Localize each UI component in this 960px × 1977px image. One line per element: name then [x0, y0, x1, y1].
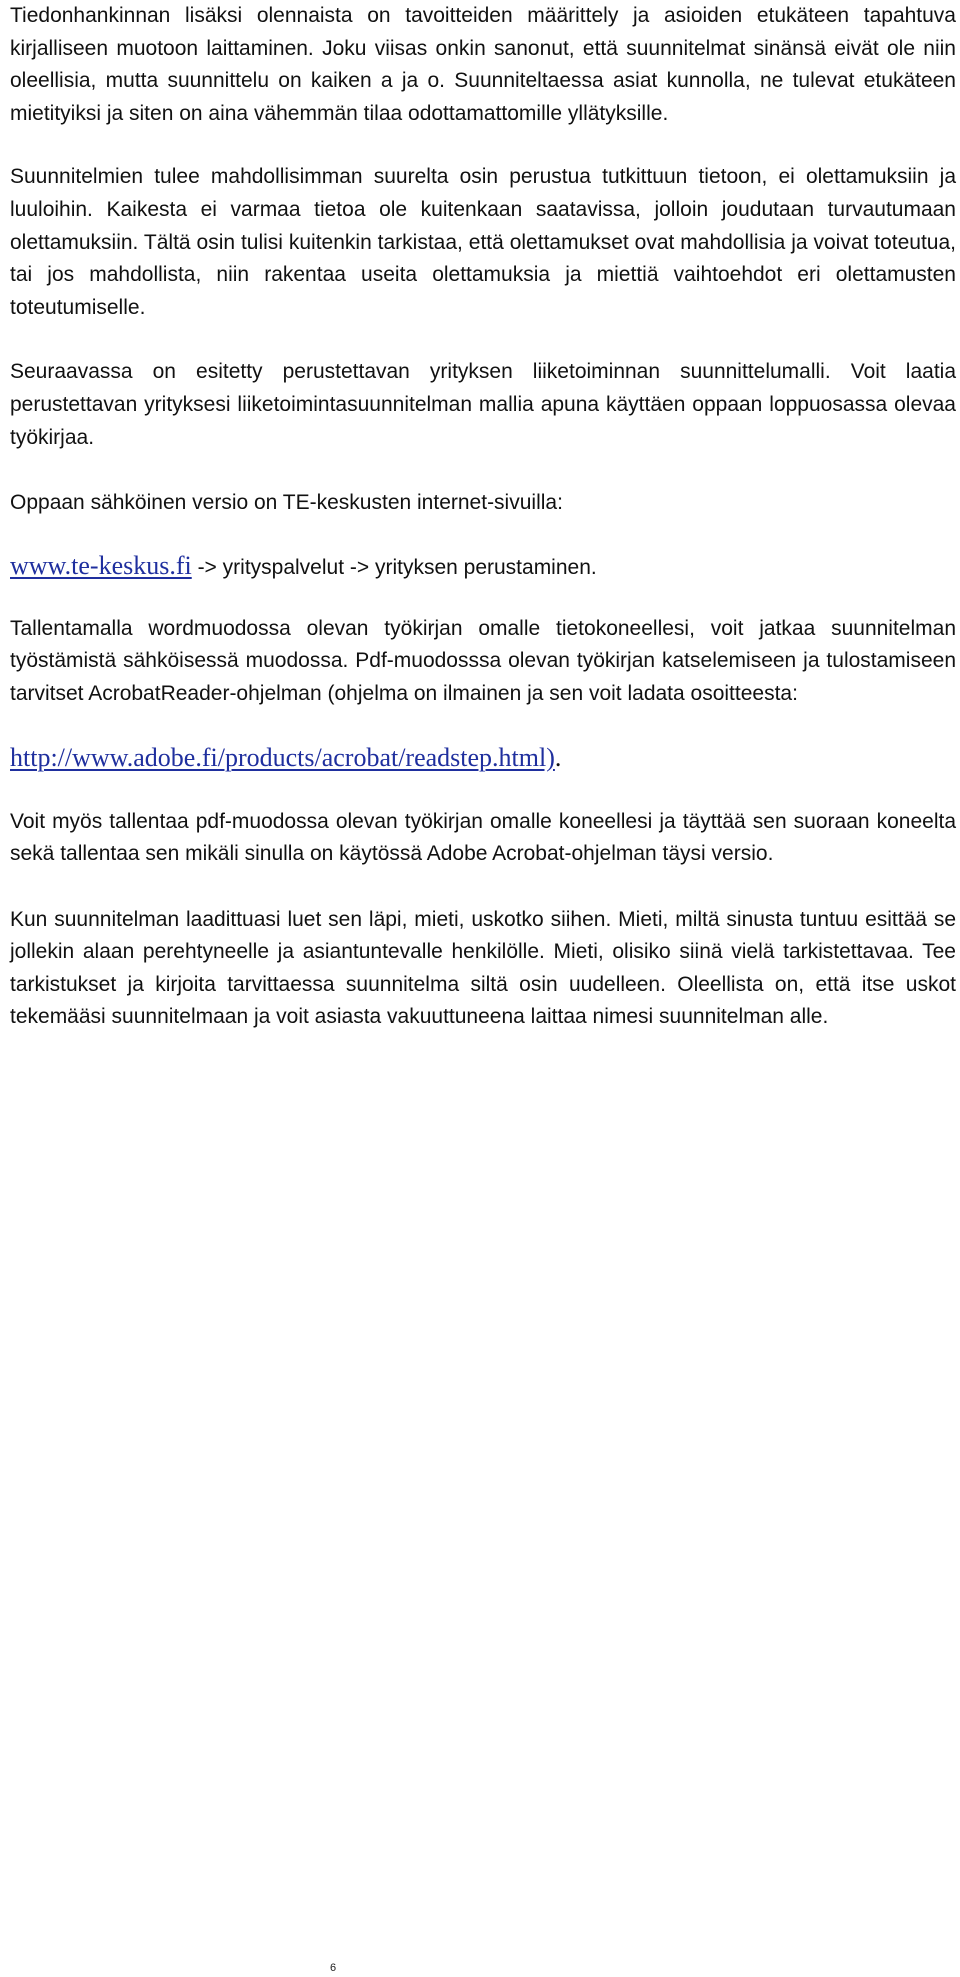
paragraph-planning-intro: Tiedonhankinnan lisäksi olennaista on tavoitteiden määrittely ja asioiden etukäteen tapahtuva kirjalliseen muotoon laittaminen. Joku viisas onkin sanonut, että suunnitelmat sinänsä eivät ole niin oleellisia, mutta suunnittelu on kaiken a ja o. Suunniteltaessa asiat kunnolla, ne tulevat etukäteen mietityiksi ja siten on aina vähemmän tilaa odottamattomille yllätyksille.	[10, 4, 956, 125]
paragraph-model-intro: Seuraavassa on esitetty perustettavan yrityksen liiketoiminnan suunnittelumalli. Voit laatia perustettavan yrityksesi liiketoimintasuunnitelman mallia apuna käyttäen oppaan loppuosassa olevaa työkirjaa.	[10, 360, 956, 449]
document-page	[10, 0, 956, 1066]
adobe-reader-link[interactable]: http://www.adobe.fi/products/acrobat/readstep.html)	[10, 742, 555, 772]
paragraph-research-basis: Suunnitelmien tulee mahdollisimman suurelta osin perustua tutkittuun tietoon, ei olettamuksiin ja luuloihin. Kaikesta ei varmaa tietoa ole kuitenkaan saatavissa, jolloin joudutaan turvautumaan olettamuksiin. Tältä osin tulisi kuitenkin tarkistaa, että olettamukset ovat mahdollisia ja voivat toteutua, tai jos mahdollista, niin rakentaa useita olettamuksia ja miettiä vaihtoehdot eri olettamusten toteutumiselle.	[10, 165, 956, 319]
paragraph-workbook-save: Tallentamalla wordmuodossa olevan työkirjan omalle tietokoneellesi, voit jatkaa suunnitelman työstämistä sähköisessä muodossa. Pdf-muodosssa olevan työkirjan katselemiseen ja tulostamiseen tarvitset AcrobatReader-ohjelman (ohjelma on ilmainen ja sen voit ladata osoitteesta:	[10, 616, 956, 705]
te-keskus-link[interactable]: www.te-keskus.fi	[10, 550, 192, 580]
te-keskus-link-line	[10, 545, 956, 589]
page-number: 6	[330, 1962, 337, 1974]
paragraph-pdf-save: Voit myös tallentaa pdf-muodossa olevan työkirjan omalle koneellesi ja täyttää sen suoraan koneelta sekä tallentaa sen mikäli sinulla on käytössä Adobe Acrobat-ohjelman täysi versio.	[10, 809, 956, 866]
paragraph-electronic-version: Oppaan sähköinen versio on TE-keskusten internet-sivuilla:	[10, 491, 563, 515]
adobe-link-line	[10, 737, 956, 781]
adobe-link-period: .	[554, 742, 562, 772]
paragraph-review-plan: Kun suunnitelman laadittuasi luet sen läpi, mieti, uskotko siihen. Mieti, miltä sinusta tuntuu esittää se jollekin alaan perehtyneelle ja asiantuntevalle henkilölle. Mieti, olisiko siinä vielä tarkistettavaa. Tee tarkistukset ja kirjoita tarvittaessa suunnitelma siltä osin uudelleen. Oleellista on, että itse uskot tekemääsi suunnitelmaan ja voit asiasta vakuuttuneena laittaa nimesi suunnitelman alle.	[10, 907, 956, 1029]
te-keskus-path: -> yrityspalvelut -> yrityksen perustaminen.	[191, 555, 597, 579]
